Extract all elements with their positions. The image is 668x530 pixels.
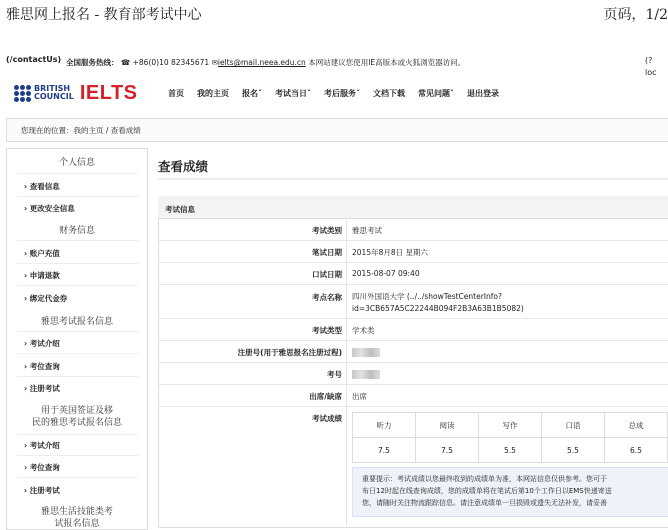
label-attendance: 出席/缺席 [309,392,342,401]
ielts-wordmark: IELTS [79,81,138,104]
help-link[interactable]: (? [645,56,653,65]
score-speaking: 5.5 [542,438,605,463]
nav-register[interactable]: 报名ˇ [242,89,262,98]
value-speaking-date: 2015-08-07 09:40 [352,269,420,278]
chevron-right-icon: › [24,441,28,450]
mail-icon: ✉ [211,58,218,67]
sidebar-item-ukvi-intro[interactable]: › 考试介绍 [24,441,60,450]
chevron-down-icon: ˇ [450,89,454,98]
value-registration-number [352,347,380,357]
column-divider [346,218,347,526]
chevron-down-icon: ˇ [356,89,360,98]
print-page-number: 页码，1/2 [603,7,668,23]
locale-link[interactable]: loc [645,68,657,77]
score-header-row [353,413,668,438]
nav-my-home[interactable]: 我的主页 [197,89,229,98]
chevron-right-icon: › [24,362,28,371]
contact-link[interactable]: (/contactUs) [6,55,62,64]
chevron-right-icon: › [24,463,28,472]
label-speaking-date: 口试日期 [312,270,342,279]
nav-logout[interactable]: 退出登录 [467,89,499,98]
value-exam-category: 雅思考试 [352,226,382,235]
score-writing: 5.5 [479,438,542,463]
chevron-right-icon: › [24,249,28,258]
value-test-center-link[interactable]: 四川外国语大学 (../../showTestCenterInfo? id=3CB657A5C22244B094F2B3A63B1B5082) [352,292,524,313]
score-header-listening: 听力 [353,413,416,438]
print-page-title: 雅思网上报名 - 教育部考试中心 [6,7,202,23]
sidebar-heading-life-skills: 雅思生活技能类考 试报名信息 [40,507,113,529]
score-table [352,412,668,463]
sidebar-item-voucher[interactable]: › 绑定代金券 [24,294,68,303]
notice-text: 重要提示：考试成绩以您最终收到的成绩单为准，本网站信息仅供参考。您可于 布日12时起在线查询成绩，您的成绩单将在笔试后第10个工作日以EMS快递寄送 您，请随时关注物流跟踪信息。请注意成绩单一旦损毁或遗失无法补发，请妥善 [362,475,612,507]
label-test-center: 考点名称 [312,293,342,302]
score-header-speaking: 口语 [542,413,605,438]
label-exam-type: 考试类型 [312,326,342,335]
score-value-row [353,438,668,463]
redacted-value [352,348,380,357]
nav-after-exam[interactable]: 考后服务ˇ [324,89,360,98]
value-candidate-number [352,369,380,379]
label-registration-number: 注册号(用于雅思报名注册过程) [237,348,342,357]
sidebar-item-ukvi-register[interactable]: › 注册考试 [24,486,60,495]
chevron-right-icon: › [24,486,28,495]
main-nav [168,88,512,99]
label-exam-category: 考试类别 [312,226,342,235]
sidebar-item-refund[interactable]: › 申请退款 [24,271,60,280]
label-written-date: 笔试日期 [312,248,342,257]
chevron-right-icon: › [24,271,28,280]
sidebar-heading-ukvi: 用于英国签证及移 民的雅思考试报名信息 [31,406,122,428]
page-title: 查看成绩 [158,159,209,174]
email-link[interactable]: ielts@mail.neea.edu.cn [217,58,306,67]
british-council-wordmark: BRITISH COUNCIL [34,84,74,101]
value-attendance: 出席 [352,392,367,401]
hotline-bar [66,57,465,68]
phone-number: +86(0)10 82345671 [132,58,210,67]
phone-icon: ☎ [120,58,131,67]
score-reading: 7.5 [416,438,479,463]
nav-exam-day[interactable]: 考试当日ˇ [275,89,311,98]
sidebar-item-seat-search[interactable]: › 考位查询 [24,362,60,371]
sidebar-item-exam-intro[interactable]: › 考试介绍 [24,339,60,348]
chevron-right-icon: › [24,182,28,191]
chevron-down-icon: ˇ [258,89,262,98]
browser-tip: 本网站建议您使用IE高版本或火狐浏览器访问。 [308,58,466,67]
sidebar-item-ukvi-seat[interactable]: › 考位查询 [24,463,60,472]
nav-home[interactable]: 首页 [168,89,184,98]
label-candidate-number: 考号 [327,370,342,379]
british-council-dots-icon [14,85,31,102]
nav-faq[interactable]: 常见问题ˇ [418,89,454,98]
sidebar-item-view-info[interactable]: › 查看信息 [24,182,60,191]
score-overall: 6.5 [605,438,668,463]
logo[interactable] [14,82,138,104]
chevron-right-icon: › [24,339,28,348]
score-header-reading: 阅读 [416,413,479,438]
chevron-right-icon: › [24,204,28,213]
score-header-overall: 总成 [605,413,668,438]
nav-downloads[interactable]: 文档下载 [373,89,405,98]
sidebar-item-register[interactable]: › 注册考试 [24,384,60,393]
exam-info-header [158,196,668,219]
redacted-value [352,370,380,379]
hotline-label: 全国服务热线： [66,58,119,67]
sidebar-item-security[interactable]: › 更改安全信息 [24,204,75,213]
sidebar-heading-finance: 财务信息 [58,226,95,236]
score-header-writing: 写作 [479,413,542,438]
chevron-right-icon: › [24,384,28,393]
exam-info-section-title: 考试信息 [165,205,195,214]
value-written-date: 2015年8月8日 星期六 [352,248,429,257]
value-exam-type: 学术类 [352,326,375,335]
chevron-down-icon: ˇ [307,89,311,98]
sidebar-item-recharge[interactable]: › 账户充值 [24,249,60,258]
sidebar-heading-ielts: 雅思考试报名信息 [40,317,113,327]
title-divider [158,178,668,180]
sidebar [6,148,148,530]
label-scores: 考试成绩 [312,414,342,423]
score-listening: 7.5 [353,438,416,463]
chevron-right-icon: › [24,294,28,303]
sidebar-heading-personal: 个人信息 [58,158,95,168]
breadcrumb: 您现在的位置：我的主页 / 查看成绩 [21,126,141,135]
